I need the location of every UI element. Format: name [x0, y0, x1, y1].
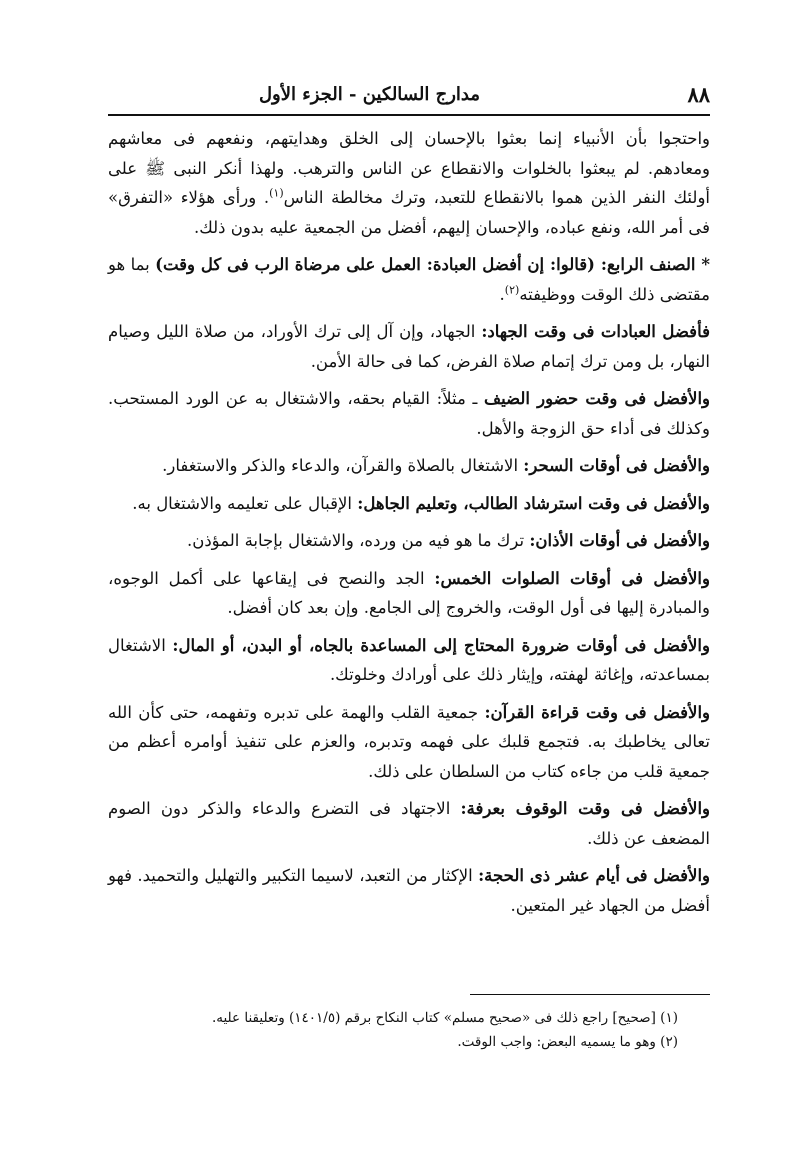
paragraph: والأفضل فى وقت حضور الضيف ـ مثلاً: القيام بحقه، والاشتغال به عن الورد المستحب. وكذلك فى أداء حق الزوجة والأهل. — [108, 389, 711, 438]
paragraph: فأفضل العبادات فى وقت الجهاد: الجهاد، وإن آل إلى ترك الأوراد، من صلاة الليل وصيام النهار، بل ومن ترك إتمام صلاة الفرض، كما فى حالة الأمن. — [108, 322, 710, 371]
page-header — [108, 82, 710, 112]
running-title: مدارج السالكين - الجزء الأول — [258, 84, 480, 105]
footnote-marker[interactable]: (١) — [269, 186, 284, 200]
footnote-marker[interactable]: (٢) — [504, 283, 520, 296]
paragraph: * الصنف الرابع: (قالوا: إن أفضل العبادة: العمل على مرضاة الرب فى كل وقت) بما هو مقتضى ذلك الوقت ووظيفته$^{(٢)}$. — [108, 255, 710, 304]
footnote-rule — [470, 994, 710, 995]
paragraph: والأفضل فى أيام عشر ذى الحجة: الإكثار من التعبد، لاسيما التكبير والتهليل والتحميد. فهو أفضل من الجهاد غير المتعين. — [108, 866, 710, 915]
header-rule — [108, 114, 710, 116]
paragraph: والأفضل فى أوقات الأذان: ترك ما هو فيه من ورده، والاشتغال بإجابة المؤذن. — [186, 531, 710, 550]
paragraph: والأفضل فى أوقات الصلوات الخمس: الجد والنصح فى إيقاعها على أكمل الوجوه، والمبادرة إليها فى أول الوقت، والخروج إلى الجامع. وإن بعد كان أفضل. — [108, 568, 710, 617]
footnotes — [108, 1006, 710, 1054]
paragraph: والأفضل فى وقت قراءة القرآن: جمعية القلب والهمة على تدبره وتفهمه، حتى كأن الله تعالى يخاطبك به. فتجمع قلبك على فهمه وتدبره، والعزم على تنفيذ أوامره أعظم من جمعية قلب من جاءه كتاب من السلطان على ذلك. — [108, 702, 710, 781]
paragraph: والأفضل فى وقت الوقوف بعرفة: الاجتهاد فى التضرع والدعاء والذكر دون الصوم المضعف عن ذلك. — [108, 799, 710, 848]
footnote: (٢) وهو ما يسميه البعض: واجب الوقت. — [457, 1034, 678, 1050]
page-number: ٨٨ — [687, 82, 710, 107]
paragraph: والأفضل فى أوقات ضرورة المحتاج إلى المساعدة بالجاه، أو البدن، أو المال: الاشتغال بمساعدته، وإغاثة لهفته، وإيثار ذلك على أورادك وخلوتك. — [108, 635, 710, 684]
footnote: (١) [صحيح] راجع ذلك فى «صحيح مسلم» كتاب النكاح برقم (١٤٠١/٥) وتعليقنا عليه. — [211, 1010, 678, 1026]
main-text — [108, 124, 710, 928]
paragraph: واحتجوا بأن الأنبياء إنما بعثوا بالإحسان إلى الخلق وهدايتهم، ونفعهم فى معاشهم ومعادهم. لم يبعثوا بالخلوات والانقطاع عن الناس والترهب. ولهذا أنكر النبى ﷺ على أولئك النفر الذين هموا بالانقطاع للتعبد، وترك مخالطة الناس$^{(١)}$. ورأى هؤلاء «التفرق» فى أمر الله، ونفع عباده، والإحسان إليهم، أفضل من الجمعية عليه بدون ذلك. — [108, 129, 710, 237]
paragraph: والأفضل فى أوقات السحر: الاشتغال بالصلاة والقرآن، والدعاء والذكر والاستغفار. — [162, 456, 710, 475]
paragraph: والأفضل فى وقت استرشاد الطالب، وتعليم الجاهل: الإقبال على تعليمه والاشتغال به. — [132, 493, 710, 513]
